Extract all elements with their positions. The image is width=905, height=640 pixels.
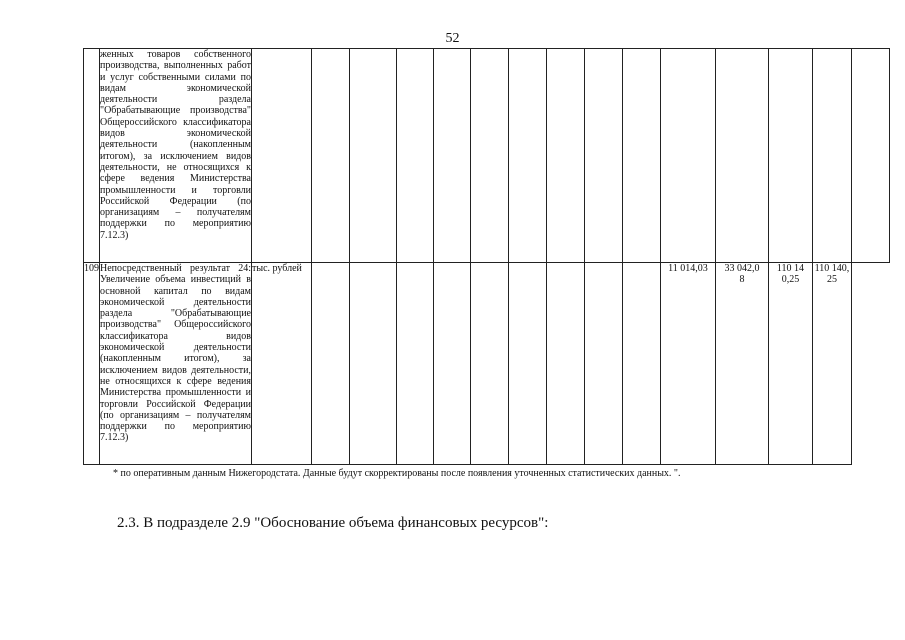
empty-cell [312, 263, 350, 465]
value-text: 11 014,03 [668, 263, 708, 274]
value-text: 25 [827, 274, 837, 286]
empty-cell [397, 263, 434, 465]
value-cell [769, 263, 813, 465]
table-row [84, 263, 890, 465]
value-cell [716, 263, 769, 465]
empty-cell [509, 263, 547, 465]
unit-cell [252, 49, 312, 263]
value-text: 0,25 [781, 274, 800, 286]
indicator-description-cell: женных товаров собственного производства, выполненных работ и услуг собственными силами по видам экономической деятельности раздела "Обрабатывающие производства" Общероссийского классификатора видов экономической деятельности (накопленным итогом), за исключением видов деятельности, не относящихся к сфере ведения Министерства промышленности и торговли Российской Федерации (по организациям – получателям поддержки по мероприятию 7.12.3) [100, 49, 252, 263]
row-number-cell: 109 [84, 263, 100, 465]
empty-cell [769, 49, 813, 263]
row-number-cell [84, 49, 100, 263]
section-heading: 2.3. В подразделе 2.9 "Обоснование объема финансовых ресурсов": [117, 515, 549, 531]
empty-cell [813, 49, 852, 263]
empty-cell [350, 49, 397, 263]
empty-cell [312, 49, 350, 263]
footnote: * по оперативным данным Нижегородстата. Данные будут скорректированы после появления уточненных статистических данных. ". [113, 468, 681, 479]
empty-cell [852, 49, 890, 263]
empty-cell [434, 263, 471, 465]
value-text: 33 042,0 [724, 263, 760, 274]
value-text: 8 [739, 274, 745, 286]
empty-cell [585, 263, 623, 465]
empty-cell [471, 263, 509, 465]
empty-cell [716, 49, 769, 263]
empty-cell [585, 49, 623, 263]
empty-cell [509, 49, 547, 263]
empty-cell [623, 263, 661, 465]
empty-cell [547, 49, 585, 263]
value-text: 110 140, [814, 263, 850, 274]
value-cell [813, 263, 852, 465]
empty-cell [434, 49, 471, 263]
table-row [84, 49, 890, 263]
empty-cell [547, 263, 585, 465]
unit-cell: тыс. рублей [252, 263, 312, 465]
indicator-description-cell: Непосредственный результат 24: Увеличение объема инвестиций в основной капитал по видам экономической деятельности раздела "Обрабатывающие производства" Общероссийского классификатора видов экономической деятельности (накопленным итогом), за исключением видов деятельности, не относящихся к сфере ведения Министерства промышленности и торговли Российской Федерации (по организациям – получателям поддержки по мероприятию 7.12.3) [100, 263, 252, 465]
page-number: 52 [445, 31, 460, 46]
indicators-table [83, 48, 890, 465]
value-cell [661, 263, 716, 465]
empty-cell [350, 263, 397, 465]
value-text: 110 14 [776, 263, 805, 274]
empty-cell [623, 49, 661, 263]
empty-cell [471, 49, 509, 263]
empty-cell [661, 49, 716, 263]
empty-cell [397, 49, 434, 263]
